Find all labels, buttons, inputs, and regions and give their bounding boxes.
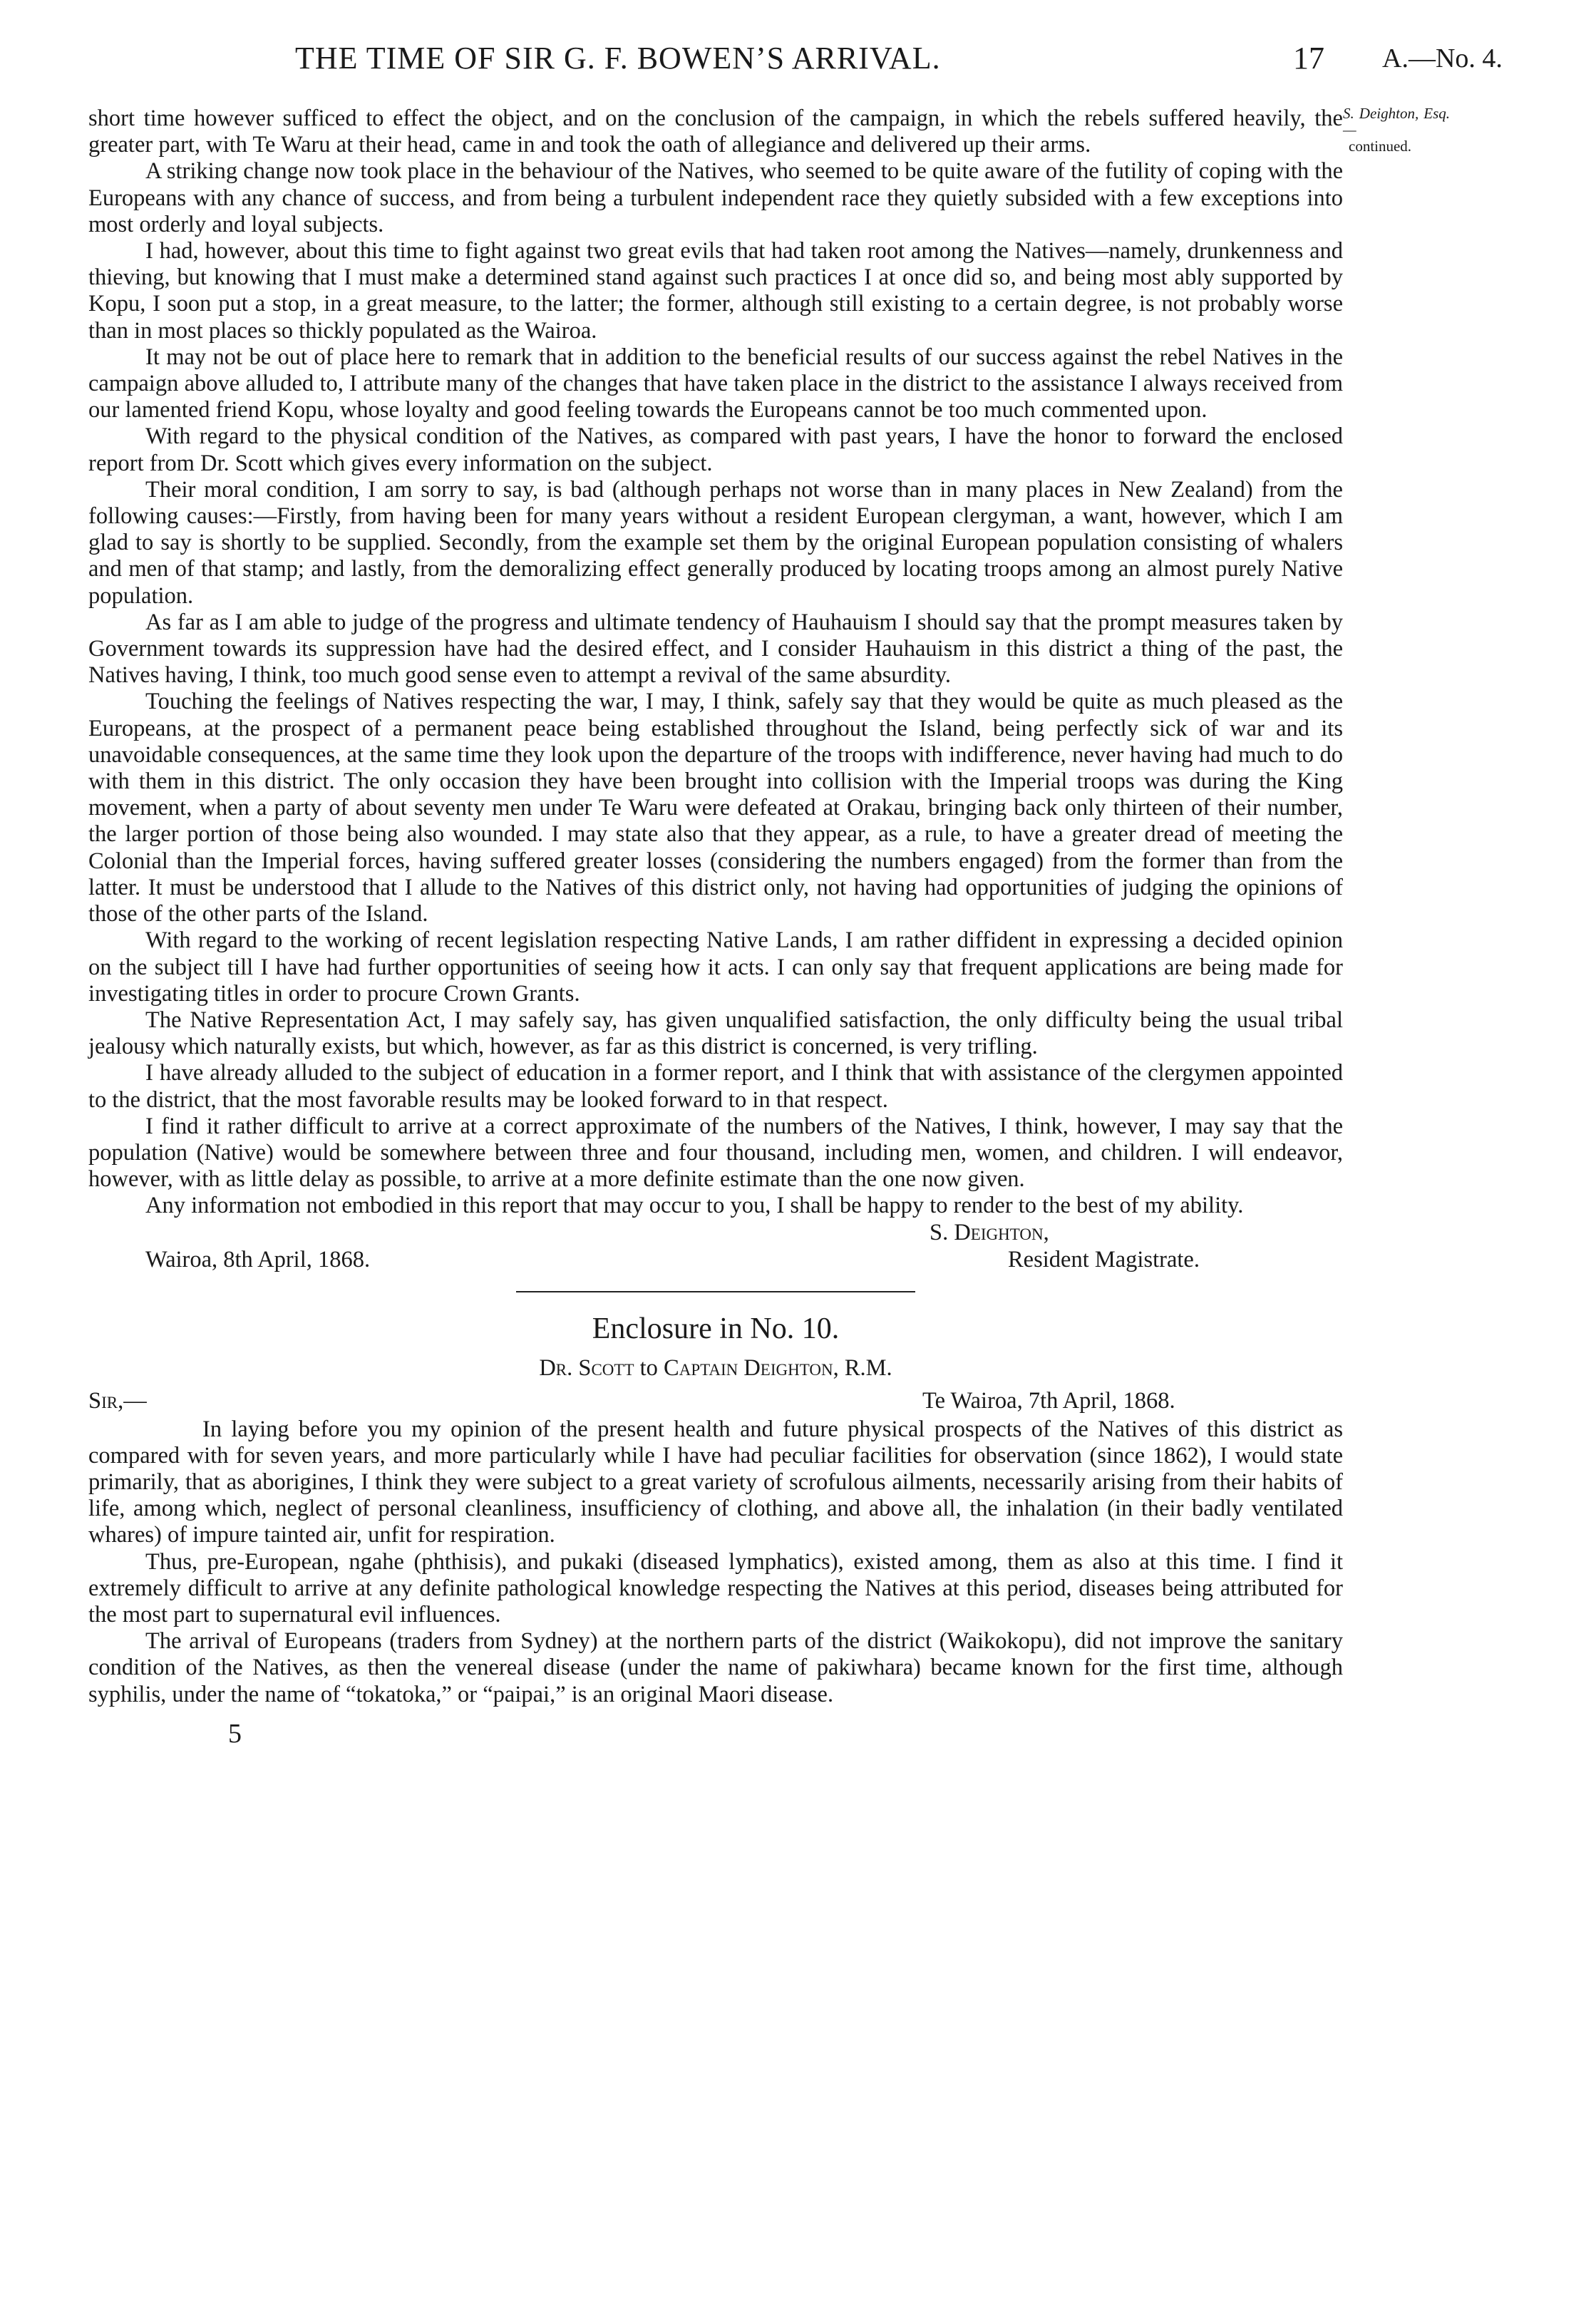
report-paragraph: I find it rather difficult to arrive at a correct approximate of the numbers of the Natives, I think, however, I may say that the population (Native) would be somewhere between three and four thousand, including men, women, and children. I will endeavor, however, with as little delay as possible, to arrive at a more definite estimate than the one now given.: [88, 1113, 1343, 1193]
letter-salutation-line: [88, 1388, 1343, 1416]
report-paragraph: It may not be out of place here to remark that in addition to the beneficial results of our success against the rebel Natives in the campaign above alluded to, I attribute many of the changes that have taken place in the district to the assistance I always received from our lamented friend Kopu, whose loyalty and good feeling towards the Europeans cannot be too much commented upon.: [88, 344, 1343, 423]
signature-place-date: Wairoa, 8th April, 1868.: [145, 1246, 371, 1272]
report-paragraph: short time however sufficed to effect the object, and on the conclusion of the campaign, in which the rebels suffered heavily, the greater part, with Te Waru at their head, came in and took the oath of allegiance and delivered up their arms.: [88, 106, 1343, 158]
signature-name: S. Deighton,: [930, 1219, 1049, 1245]
report-paragraph: As far as I am able to judge of the progress and ultimate tendency of Hauhauism I should say that the prompt measures taken by Government towards its suppression have had the desired effect, and I consider Hauhauism in this district a thing of the past, the Natives having, I think, too much good sense even to attempt a revival of the same absurdity.: [88, 609, 1343, 689]
enclosure-paragraph: In laying before you my opinion of the present health and future physical prospects of the Natives of this district as compared with for seven years, and more particularly while I have had peculiar facilities for observation (since 1862), I would state primarily, that as aborigines, I think they were subject to a great variety of scrofulous ailments, necessarily arising from their habits of life, among which, neglect of personal cleanliness, insufficiency of clothing, and above all, the inhalation (in their badly ventilated whares) of impure tainted air, unfit for respiration.: [88, 1416, 1343, 1548]
enclosure-from: Dr. Scott: [539, 1354, 634, 1381]
signature-block: [88, 1220, 1343, 1277]
report-paragraph: The Native Representation Act, I may safely say, has given unqualified satisfaction, the only difficulty being the usual tribal jealousy which naturally exists, but which, however, as far as this district is concerned, is very trifling.: [88, 1007, 1343, 1060]
enclosure-recipient: Captain Deighton, R.M.: [664, 1354, 892, 1381]
report-paragraph: I have already alluded to the subject of education in a former report, and I think that with assistance of the clergymen appointed to the district, that the most favorable results may be looked forward to in that respect.: [88, 1060, 1343, 1113]
report-paragraph: I had, however, about this time to fight against two great evils that had taken root among the Natives—namely, drunkenness and thieving, but knowing that I must make a determined stand against such practices I at once did so, and being most ably supported by Kopu, I soon put a stop, in a great measure, to the latter; the former, although still existing to a certain degree, is not probably worse than in most places so thickly populated as the Wairoa.: [88, 238, 1343, 344]
report-body: [88, 105, 1450, 1220]
enclosure-to-word: to: [639, 1354, 658, 1381]
enclosure-paragraph: Thus, pre-European, ngahe (phthisis), and pukaki (diseased lymphatics), existed among, them as also at this time. I find it extremely difficult to arrive at any definite pathological knowledge respecting the Natives at this period, diseases being attributed for the most part to supernatural evil influences.: [88, 1548, 1343, 1628]
letter-dateline: Te Wairoa, 7th April, 1868.: [922, 1387, 1175, 1414]
report-paragraph: Their moral condition, I am sorry to say, is bad (although perhaps not worse than in many places in New Zealand) from the following causes:—Firstly, from having been for many years without a resident European clergyman, a want, however, which I am glad to say is shortly to be supplied. Secondly, from the example set them by the original European population consisting of whalers and men of that stamp; and lastly, from the demoralizing effect generally produced by locating troops among an almost purely Native population.: [88, 476, 1343, 609]
document-page: [88, 40, 1503, 1749]
sheet-signature-mark: 5: [228, 1718, 242, 1749]
enclosure-body: [88, 1416, 1343, 1708]
signature-role: Resident Magistrate.: [1008, 1246, 1200, 1272]
enclosure-paragraph: The arrival of Europeans (traders from Sydney) at the northern parts of the district (Waikokopu), did not improve the sanitary condition of the Natives, as then the venereal disease (under the name of pakiwhara) became known for the first time, although syphilis, under the name of “tokatoka,” or “paipai,” is an original Maori disease.: [88, 1628, 1343, 1707]
report-paragraph: With regard to the working of recent legislation respecting Native Lands, I am rather diffident in expressing a decided opinion on the subject till I have had further opportunities of seeing how it acts. I can only say that frequent applications are being made for investigating titles in order to procure Crown Grants.: [88, 927, 1343, 1007]
enclosure-title: Enclosure in No. 10.: [592, 1312, 840, 1345]
running-title: THE TIME OF SIR G. F. BOWEN’S ARRIVAL.: [295, 41, 941, 76]
page-number: 17: [1293, 41, 1324, 76]
report-paragraph: Touching the feelings of Natives respecting the war, I may, I think, safely say that they would be quite as much pleased as the Europeans, at the prospect of a permanent peace being established throughout the Island, being perfectly sick of war and its unavoidable consequences, at the same time they look upon the departure of the troops with indifference, never having had much to do with them in this district. The only occasion they have been brought into collision with the Imperial troops was during the King movement, when a party of about seventy men under Te Waru were defeated at Orakau, bringing back only thirteen of their number, the larger portion of those being also wounded. I may state also that they appear, as a rule, to have a greater dread of meeting the Colonial than the Imperial forces, having suffered greater losses (considering the numbers engaged) from the former than from the latter. It must be understood that I allude to the Natives of this district only, not having had opportunities of judging the opinions of those of the other parts of the Island.: [88, 689, 1343, 927]
paper-reference: A.—No. 4.: [1382, 43, 1503, 73]
margin-note-continued: continued.: [1349, 138, 1412, 155]
section-divider: [516, 1291, 915, 1292]
report-paragraph: With regard to the physical condition of the Natives, as compared with past years, I have the honor to forward the enclosed report from Dr. Scott which gives every information on the subject.: [88, 423, 1343, 476]
margin-note: [1343, 106, 1450, 155]
report-paragraph: Any information not embodied in this report that may occur to you, I shall be happy to render to the best of my ability.: [145, 1193, 1244, 1219]
report-paragraph: A striking change now took place in the behaviour of the Natives, who seemed to be quite aware of the futility of coping with the Europeans with any chance of success, and from being a turbulent independent race they quietly subsided with a few exceptions into most orderly and loyal subjects.: [88, 158, 1343, 237]
running-header: [88, 40, 1503, 84]
enclosure-subtitle: [88, 1354, 1343, 1382]
salutation: Sir,—: [88, 1387, 147, 1414]
margin-note-author: S. Deighton, Esq.—: [1343, 105, 1450, 138]
